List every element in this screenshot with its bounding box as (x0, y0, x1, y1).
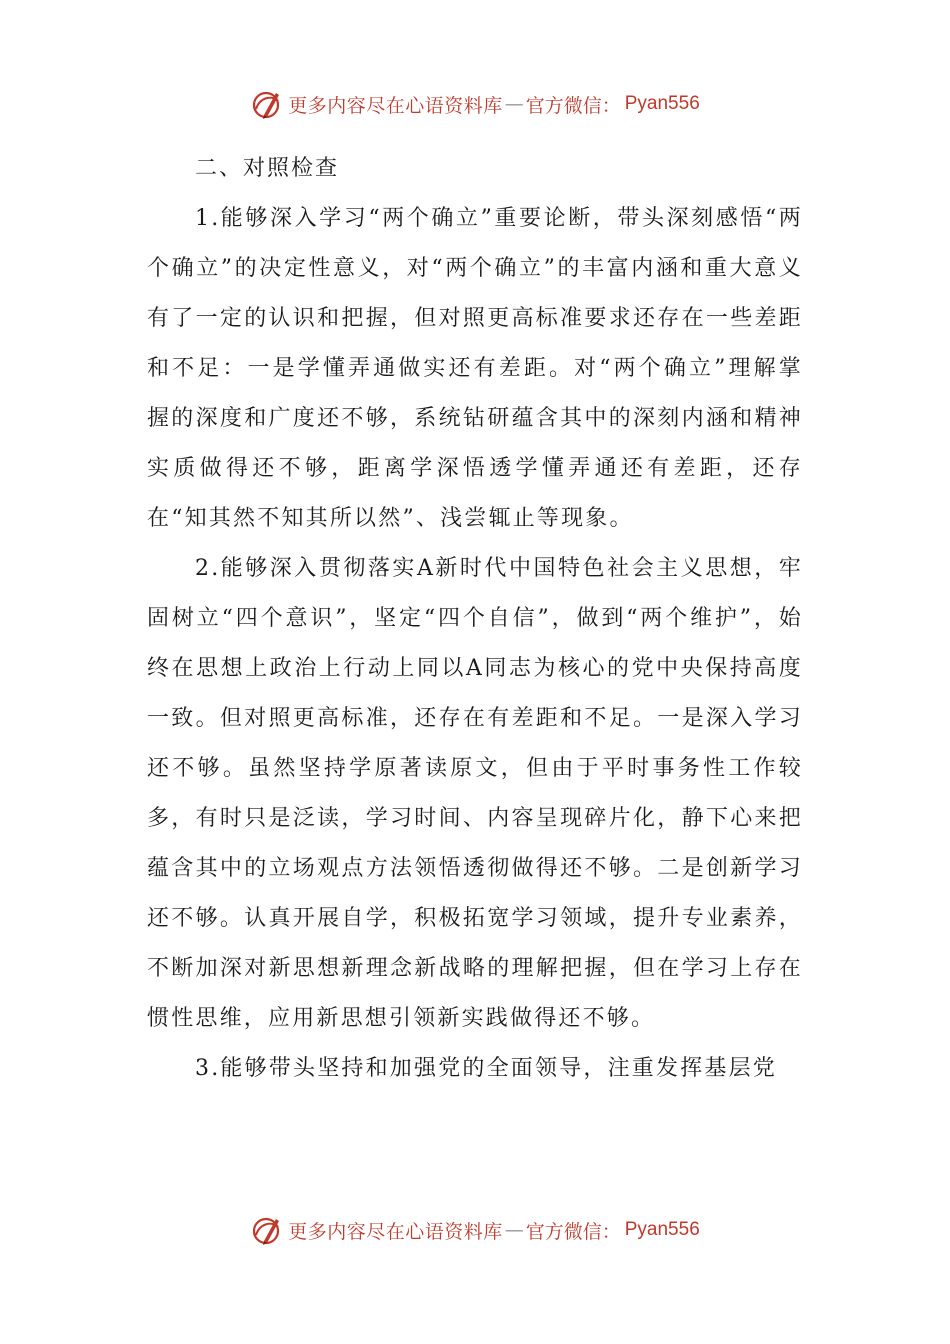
header-contact-label: 官方微信： (525, 94, 621, 117)
paragraph-1: 1.能够深入学习“两个确立”重要论断，带头深刻感悟“两个确立”的决定性意义，对“两个确立”的丰富内涵和重大意义有了一定的认识和把握，但对照更高标准要求还存在一些差距和不足：一是学懂弄通做实还有差距。对“两个确立”理解掌握的深度和广度还不够，系统钻研蕴含其中的深刻内涵和精神实质做得还不够，距离学深悟透学懂弄通还有差距，还存在“知其然不知其所以然”、浅尝辄止等现象。 (147, 206, 803, 531)
pen-swirl-logo-icon (250, 87, 284, 121)
footer-separator: — (504, 1219, 524, 1241)
document-body (147, 144, 803, 1094)
header-banner (0, 84, 950, 124)
paragraph-3: 3.能够带头坚持和加强党的全面领导，注重发挥基层党 (195, 1056, 777, 1081)
header-wechat-id: Pyan556 (624, 93, 700, 114)
footer-banner (0, 1210, 950, 1250)
pen-swirl-logo-icon (250, 1213, 284, 1247)
header-brand: 更多内容尽在心语资料库 (288, 94, 503, 117)
footer-wechat-id: Pyan556 (624, 1219, 700, 1240)
footer-brand: 更多内容尽在心语资料库 (288, 1220, 503, 1243)
paragraph-2: 2.能够深入贯彻落实A新时代中国特色社会主义思想，牢固树立“四个意识”，坚定“四个自信”，做到“两个维护”，始终在思想上政治上行动上同以A同志为核心的党中央保持高度一致。但对照更高标准，还存在有差距和不足。一是深入学习还不够。虽然坚持学原著读原文，但由于平时事务性工作较多，有时只是泛读，学习时间、内容呈现碎片化，静下心来把蕴含其中的立场观点方法领悟透彻做得还不够。二是创新学习还不够。认真开展自学，积极拓宽学习领域，提升专业素养，不断加深对新思想新理念新战略的理解把握，但在学习上存在惯性思维，应用新思想引领新实践做得还不够。 (147, 556, 803, 1031)
header-separator: — (504, 93, 524, 115)
section-heading: 二、对照检查 (195, 156, 340, 181)
footer-contact-label: 官方微信： (525, 1220, 621, 1243)
